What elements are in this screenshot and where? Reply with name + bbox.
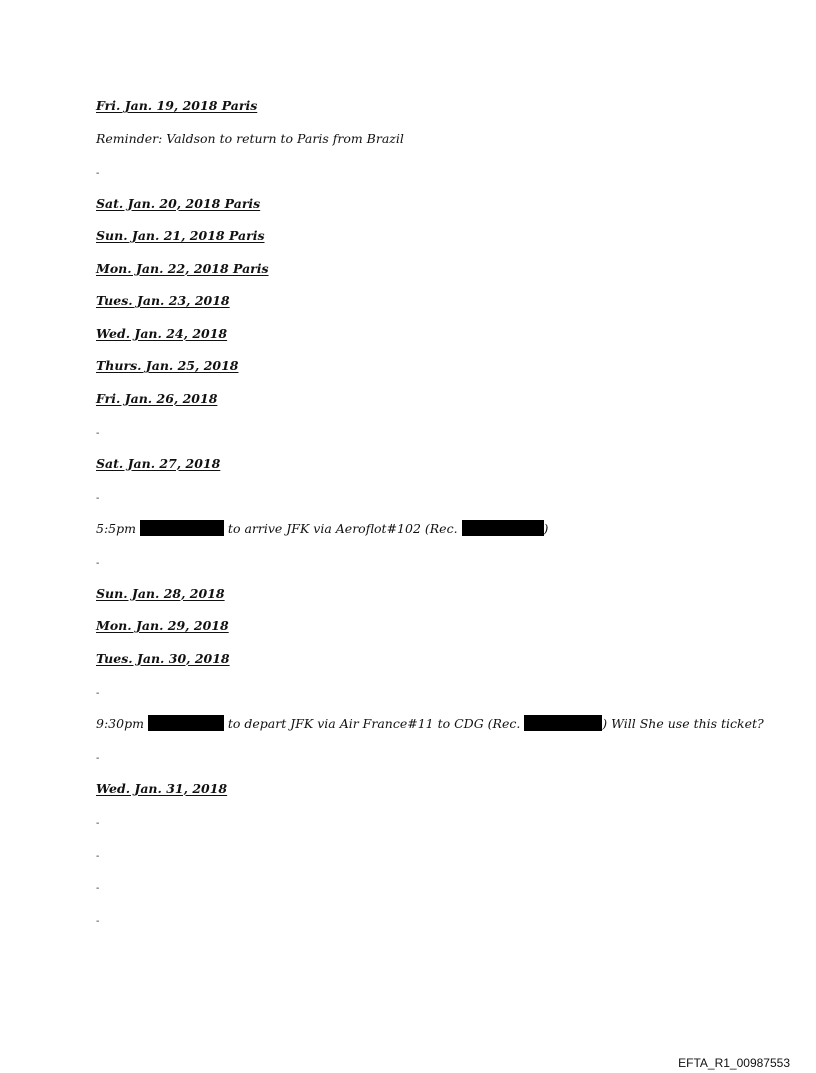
date-heading: Sat. Jan. 20, 2018 Paris [96,195,261,211]
departure-time: 9:30pm [96,715,148,731]
arrival-details: to arrive JFK via Aeroflot#102 (Rec. [223,520,462,536]
arrival-time: 5:5pm [96,520,140,536]
date-heading: Tues. Jan. 30, 2018 [96,650,230,666]
date-heading: Sat. Jan. 27, 2018 [96,455,221,471]
calendar-document [96,96,776,941]
date-heading: Wed. Jan. 24, 2018 [96,325,228,341]
date-heading: Sun. Jan. 21, 2018 Paris [96,228,265,243]
redaction-box [462,520,544,536]
date-heading: Sun. Jan. 28, 2018 [96,585,225,601]
separator-dash: - [96,753,100,764]
separator-dash: - [96,493,100,504]
separator-dash: - [96,428,100,439]
date-heading: Tues. Jan. 23, 2018 [96,293,230,308]
separator-dash: - [96,168,100,179]
date-heading: Fri. Jan. 19, 2018 Paris [96,98,258,113]
separator-dash: - [96,688,100,699]
document-id: EFTA_R1_00987553 [678,1056,790,1070]
redaction-box [140,520,224,536]
separator-dash: - [96,818,100,829]
separator-dash: - [96,915,100,927]
redaction-box [524,715,602,731]
reminder-note: Reminder: Valdson to return to Paris from Brazil [96,130,404,146]
date-heading: Fri. Jan. 26, 2018 [96,390,218,406]
departure-note [96,714,776,747]
date-heading: Wed. Jan. 31, 2018 [96,780,228,796]
arrival-note [96,519,776,552]
separator-dash: - [96,883,100,894]
closing-paren: ) [543,520,549,536]
departure-question: ) Will She use this ticket? [602,715,764,731]
separator-dash: - [96,850,100,862]
redaction-box [148,715,224,731]
date-heading: Mon. Jan. 29, 2018 [96,618,229,633]
date-heading: Mon. Jan. 22, 2018 Paris [96,260,269,276]
departure-details: to depart JFK via Air France#11 to CDG (Rec. [223,715,525,731]
date-heading: Thurs. Jan. 25, 2018 [96,358,239,373]
separator-dash: - [96,558,100,569]
